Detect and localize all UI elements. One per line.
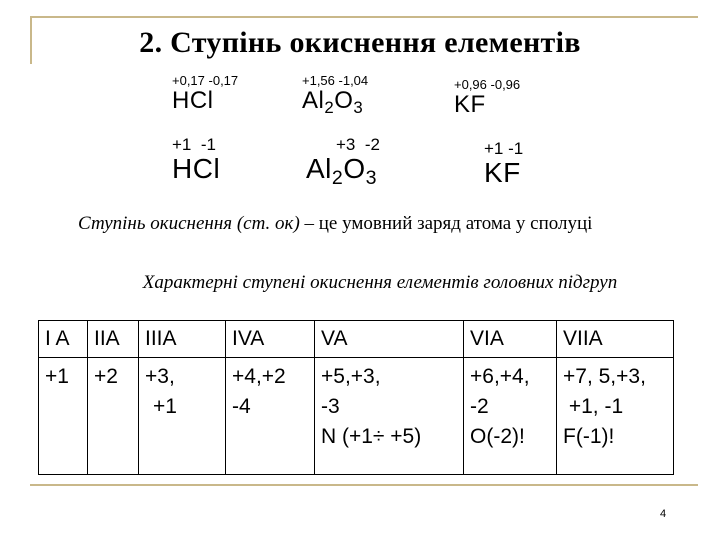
oxidation-states: +1 -1 (484, 139, 524, 158)
frame-top-line (30, 16, 698, 18)
page-number: 4 (660, 508, 667, 520)
frame-bottom-line (30, 484, 698, 486)
oxidation-states: +0,96 -0,96 (454, 77, 521, 92)
definition-term: Ступінь окиснення (ст. ок) (78, 213, 300, 234)
cell-group-1a: +1 (39, 358, 88, 475)
cell-group-4a: +4,+2 -4 (226, 358, 315, 475)
table-row (39, 358, 674, 475)
cell-group-3a: +3, +1 (139, 358, 226, 475)
cell-group-2a: +2 (88, 358, 139, 475)
formula-kf-fractional (454, 78, 520, 118)
chemical-formula: HCl (172, 87, 214, 114)
formula-kf-integer (484, 140, 523, 188)
oxidation-states: +1,56 -1,04 (302, 73, 369, 88)
table-header-row (39, 321, 674, 358)
header-group-4a: IVA (226, 321, 315, 358)
oxidation-states: +1 -1 (172, 135, 216, 154)
header-group-7a: VIIA (557, 321, 674, 358)
formula-hcl-integer (172, 136, 220, 184)
cell-group-5a: +5,+3, -3 N (+1÷ +5) (315, 358, 464, 475)
formula-al2o3-integer (306, 135, 380, 189)
oxidation-states: +0,17 -0,17 (172, 73, 239, 88)
chemical-formula: KF (454, 91, 486, 118)
formula-al2o3-fractional (302, 73, 369, 118)
oxidation-states: +3 -2 (336, 135, 380, 154)
oxidation-states-table (38, 320, 674, 475)
cell-group-6a: +6,+4, -2 O(-2)! (464, 358, 557, 475)
header-group-3a: IIIA (139, 321, 226, 358)
chemical-formula: $Al_2O_3$ (306, 153, 377, 189)
header-group-5a: VA (315, 321, 464, 358)
chemical-formula: KF (484, 157, 521, 188)
formula-hcl-fractional (172, 74, 238, 114)
cell-group-7a: +7, 5,+3, +1, -1 F(-1)! (557, 358, 674, 475)
chemical-formula: $Al_2O_3$ (302, 87, 364, 118)
chemical-formula: HCl (172, 153, 221, 184)
header-group-6a: VIA (464, 321, 557, 358)
definition-text: – це умовний заряд атома у сполуці (299, 213, 593, 234)
definition-paragraph (48, 212, 688, 236)
header-group-1a: I A (39, 321, 88, 358)
slide-title: 2. Ступінь окиснення елементів (139, 26, 581, 59)
table-heading: Характерні ступені окиснення елементів головних підгруп (142, 272, 618, 293)
header-group-2a: IIA (88, 321, 139, 358)
